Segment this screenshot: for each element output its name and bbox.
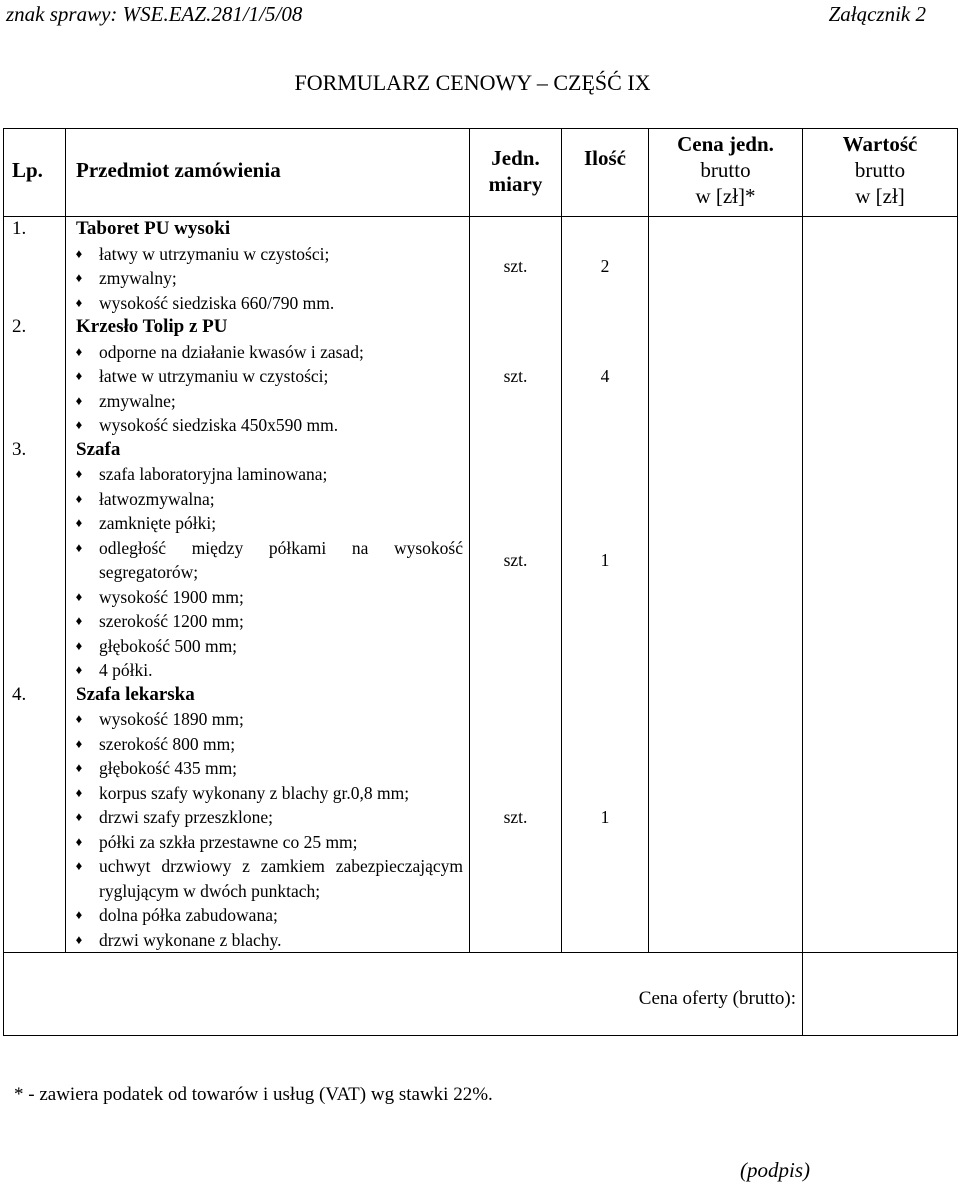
row-number: 3. [4, 438, 66, 683]
diamond-bullet-icon: ♦ [75, 833, 83, 849]
spec-item [66, 242, 463, 267]
spec-item [66, 389, 463, 414]
diamond-bullet-icon: ♦ [75, 343, 83, 359]
spec-text: drzwi szafy przeszklone; [99, 807, 273, 827]
spec-text: drzwi wykonane z blachy. [99, 929, 282, 950]
spec-text: zamknięte półki; [99, 513, 217, 533]
spec-item [66, 928, 463, 953]
col-header-value-line1: Wartość [842, 132, 918, 156]
spec-text: wysokość 1900 mm; [99, 586, 244, 607]
total-value-cell[interactable] [803, 953, 958, 1036]
col-header-value [803, 129, 958, 217]
spec-text: półki za szkła przestawne co 25 mm; [99, 831, 358, 852]
spec-item [66, 805, 463, 830]
spec-text: uchwyt drzwiowy z zamkiem zabezpieczającym ryglującym w dwóch punktach; [99, 856, 463, 901]
spec-item [66, 658, 463, 683]
signature-label: (podpis) [740, 1158, 810, 1182]
total-value-item-cell[interactable] [803, 438, 958, 683]
diamond-bullet-icon: ♦ [75, 735, 83, 751]
spec-item [66, 462, 463, 487]
spec-item [66, 266, 463, 291]
quantity-cell: 1 [562, 683, 649, 953]
spec-text: dolna półka zabudowana; [99, 905, 278, 925]
col-header-price-line1: Cena jedn. [677, 132, 774, 156]
spec-item [66, 854, 463, 903]
spec-item [66, 903, 463, 928]
diamond-bullet-icon: ♦ [75, 294, 83, 310]
table-row [4, 217, 958, 316]
diamond-bullet-icon: ♦ [75, 637, 83, 653]
spec-text: zmywalny; [99, 268, 177, 288]
diamond-bullet-icon: ♦ [75, 245, 83, 261]
table-row [4, 438, 958, 683]
row-number: 4. [4, 683, 66, 953]
diamond-bullet-icon: ♦ [75, 907, 83, 922]
col-header-unit [470, 129, 562, 217]
diamond-bullet-icon: ♦ [75, 760, 83, 775]
spec-text: szerokość 800 mm; [99, 733, 236, 754]
item-description [66, 438, 470, 683]
spec-item [66, 781, 463, 806]
spec-text: wysokość 1890 mm; [99, 709, 244, 729]
unit-cell: szt. [470, 217, 562, 316]
item-name: Taboret PU wysoki [76, 218, 231, 239]
diamond-bullet-icon: ♦ [75, 490, 83, 506]
spec-text: łatwy w utrzymaniu w czystości; [99, 243, 330, 264]
table-row [4, 683, 958, 953]
spec-item [66, 707, 463, 732]
spec-text: wysokość siedziska 660/790 mm. [99, 292, 335, 313]
quantity-cell: 4 [562, 315, 649, 438]
unit-cell: szt. [470, 438, 562, 683]
price-form-table [3, 128, 958, 1036]
item-name: Szafa lekarska [76, 683, 195, 705]
unit-cell: szt. [470, 683, 562, 953]
table-header-row [4, 129, 958, 217]
col-header-price-line3: w [zł]* [695, 184, 756, 208]
col-header-item: Przedmiot zamówienia [66, 129, 470, 217]
spec-text: zmywalne; [99, 390, 176, 411]
spec-text: szafa laboratoryjna laminowana; [99, 464, 328, 484]
spec-text: głębokość 435 mm; [99, 758, 238, 778]
spec-text: korpus szafy wykonany z blachy gr.0,8 mm; [99, 782, 410, 803]
item-name: Szafa [76, 438, 121, 460]
diamond-bullet-icon: ♦ [75, 613, 83, 628]
diamond-bullet-icon: ♦ [75, 858, 83, 873]
col-header-unit-line2: miary [488, 172, 543, 196]
document-title: FORMULARZ CENOWY – CZĘŚĆ IX [294, 70, 651, 95]
item-name: Krzesło Tolip z PU [76, 316, 228, 337]
spec-list [66, 462, 463, 683]
unit-price-cell[interactable] [649, 315, 803, 438]
table-row [4, 315, 958, 438]
row-number: 1. [4, 217, 66, 316]
diamond-bullet-icon: ♦ [75, 515, 83, 530]
spec-text: odporne na działanie kwasów i zasad; [99, 341, 364, 362]
quantity-cell: 2 [562, 217, 649, 316]
diamond-bullet-icon: ♦ [75, 466, 83, 481]
col-header-price [649, 129, 803, 217]
spec-list [66, 242, 463, 316]
unit-price-cell[interactable] [649, 683, 803, 953]
total-label: Cena oferty (brutto): [4, 953, 803, 1036]
col-header-value-line2: brutto [854, 158, 906, 182]
quantity-cell: 1 [562, 438, 649, 683]
spec-text: szerokość 1200 mm; [99, 611, 244, 631]
unit-price-cell[interactable] [649, 217, 803, 316]
spec-list [66, 340, 463, 438]
spec-item [66, 634, 463, 659]
spec-text: 4 półki. [99, 660, 153, 680]
col-header-value-line3: w [zł] [855, 184, 905, 208]
case-number: znak sprawy: WSE.EAZ.281/1/5/08 [6, 2, 303, 26]
spec-item [66, 732, 463, 757]
row-number: 2. [4, 315, 66, 438]
spec-text: głębokość 500 mm; [99, 635, 238, 656]
item-description [66, 315, 470, 438]
item-description [66, 683, 470, 953]
total-value-item-cell[interactable] [803, 217, 958, 316]
spec-item [66, 585, 463, 610]
spec-item [66, 364, 463, 389]
diamond-bullet-icon: ♦ [75, 711, 83, 726]
diamond-bullet-icon: ♦ [75, 931, 83, 947]
spec-item [66, 609, 463, 634]
unit-price-cell[interactable] [649, 438, 803, 683]
spec-item [66, 340, 463, 365]
spec-item [66, 536, 463, 585]
unit-cell: szt. [470, 315, 562, 438]
diamond-bullet-icon: ♦ [75, 784, 83, 800]
spec-item [66, 756, 463, 781]
total-value-item-cell[interactable] [803, 315, 958, 438]
item-description [66, 217, 470, 316]
diamond-bullet-icon: ♦ [75, 662, 83, 677]
spec-item [66, 511, 463, 536]
diamond-bullet-icon: ♦ [75, 417, 83, 432]
spec-item [66, 413, 463, 438]
col-header-unit-line1: Jedn. [491, 146, 540, 170]
col-header-price-line2: brutto [700, 158, 751, 182]
spec-text: wysokość siedziska 450x590 mm. [99, 415, 339, 435]
spec-text: łatwe w utrzymaniu w czystości; [99, 366, 329, 386]
attachment-label: Załącznik 2 [828, 2, 926, 26]
spec-list [66, 707, 463, 952]
spec-item [66, 830, 463, 855]
total-value-item-cell[interactable] [803, 683, 958, 953]
total-row [4, 953, 958, 1036]
diamond-bullet-icon: ♦ [75, 368, 83, 383]
col-header-lp: Lp. [4, 129, 66, 217]
diamond-bullet-icon: ♦ [75, 270, 83, 285]
spec-item [66, 487, 463, 512]
diamond-bullet-icon: ♦ [75, 809, 83, 824]
diamond-bullet-icon: ♦ [75, 588, 83, 604]
col-header-qty: Ilość [562, 129, 649, 217]
diamond-bullet-icon: ♦ [75, 392, 83, 408]
spec-item [66, 291, 463, 316]
diamond-bullet-icon: ♦ [75, 539, 83, 555]
spec-text: łatwozmywalna; [99, 488, 215, 509]
vat-footnote: * - zawiera podatek od towarów i usług (VAT) wg stawki 22%. [14, 1084, 493, 1105]
spec-text: odległość między półkami na wysokość segregatorów; [99, 537, 463, 582]
